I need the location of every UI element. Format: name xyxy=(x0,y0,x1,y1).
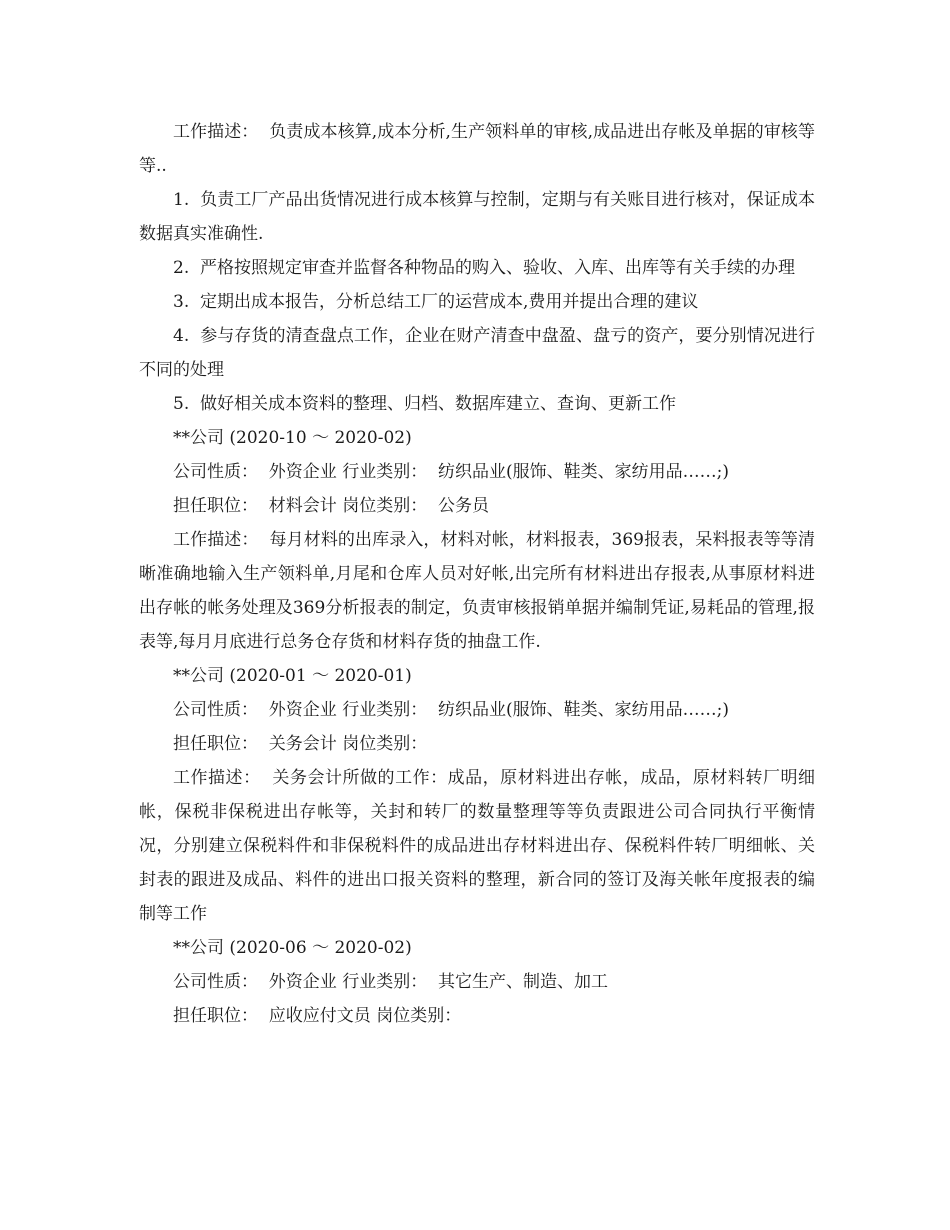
company-nature: 公司性质： 外资企业 行业类别： 纺织品业(服饰、鞋类、家纺用品……;) xyxy=(173,462,730,482)
duty-item-2: 2. 严格按照规定审查并监督各种物品的购入、验收、入库、出库等有关手续的办理 xyxy=(173,258,796,278)
company-nature: 公司性质： 外资企业 行业类别： 其它生产、制造、加工 xyxy=(173,972,609,992)
duty-item-3: 3. 定期出成本报告，分析总结工厂的运营成本,费用并提出合理的建议 xyxy=(173,292,699,312)
position-line: 担任职位： 应收应付文员 岗位类别： xyxy=(173,1006,462,1026)
company-nature: 公司性质： 外资企业 行业类别： 纺织品业(服饰、鞋类、家纺用品……;) xyxy=(173,700,730,720)
position-line: 担任职位： 关务会计 岗位类别： xyxy=(173,734,428,754)
job-description-paragraph: 工作描述： 每月材料的出库录入，材料对帐，材料报表，369报表，呆料报表等等清晰准确地输入生产领料单,月尾和仓库人员对好帐,出完所有材料进出存报表,从事原材料进出存帐的帐务处理及369分析报表的制定，负责审核报销单据并编制凭证,易耗品的管理,报表等,每月月底进行总务仓存货和材料存货的抽盘工作. xyxy=(139,530,815,652)
duty-item-4: 4. 参与存货的清查盘点工作，企业在财产清查中盘盈、盘亏的资产，要分别情况进行不同的处理 xyxy=(139,326,815,380)
duty-item-5: 5. 做好相关成本资料的整理、归档、数据库建立、查询、更新工作 xyxy=(173,394,677,414)
document-body xyxy=(139,115,815,1033)
duty-item-1: 1. 负责工厂产品出货情况进行成本核算与控制，定期与有关账目进行核对，保证成本数据真实准确性. xyxy=(139,190,815,244)
company-period: **公司 (2020-10 ～ 2020-02) xyxy=(173,428,412,448)
job-description-paragraph: 工作描述： 关务会计所做的工作：成品，原材料进出存帐，成品，原材料转厂明细帐，保税非保税进出存帐等，关封和转厂的数量整理等等负责跟进公司合同执行平衡情况，分别建立保税料件和非保税料件的成品进出存材料进出存、保税料件转厂明细帐、关封表的跟进及成品、料件的进出口报关资料的整理，新合同的签订及海关帐年度报表的编制等工作 xyxy=(139,768,815,924)
company-period: **公司 (2020-06 ～ 2020-02) xyxy=(173,938,412,958)
position-line: 担任职位： 材料会计 岗位类别： 公务员 xyxy=(173,496,490,516)
job-description-paragraph: 工作描述： 负责成本核算,成本分析,生产领料单的审核,成品进出存帐及单据的审核等等.. xyxy=(139,122,815,176)
company-period: **公司 (2020-01 ～ 2020-01) xyxy=(173,666,412,686)
